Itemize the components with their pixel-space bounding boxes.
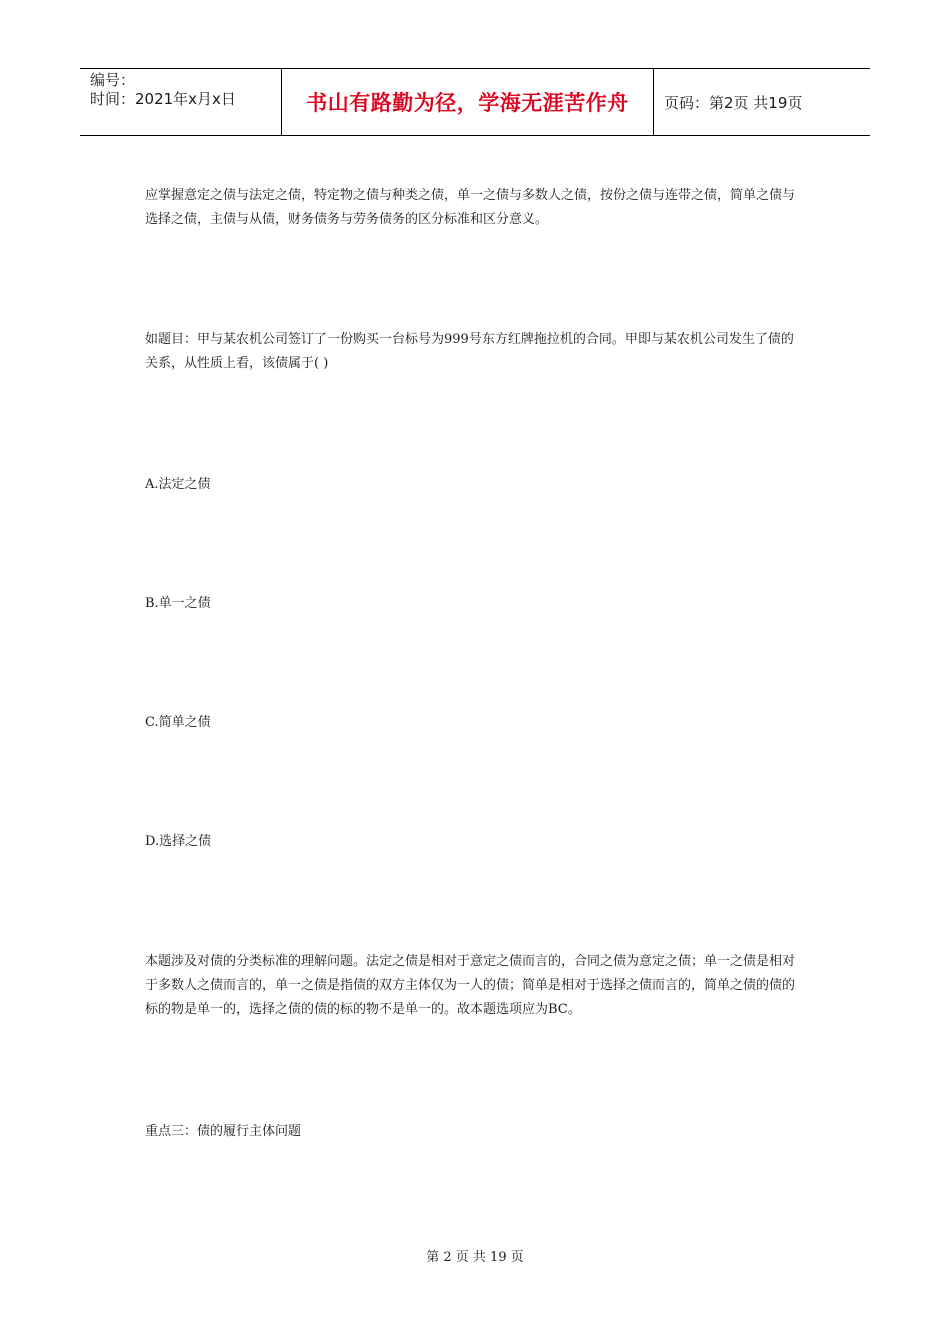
page-footer: 第 2 页 共 19 页 [426,1250,524,1265]
option-c: C.简单之债 [145,715,211,730]
option-b: B.单一之债 [145,596,211,611]
header-meta [80,69,281,135]
motto-text: 书山有路勤为径，学海无涯苦作舟 [306,91,629,115]
page-header [80,68,870,136]
question-paragraph: 如题目：甲与某农机公司签订了一份购买一台标号为999号东方红牌拖拉机的合同。甲即与某农机公司发生了债的关系，从性质上看，该债属于( ) [145,332,794,371]
time-label: 时间：2021年x月x日 [90,90,236,108]
option-d: D.选择之债 [145,834,212,849]
header-motto-cell [281,69,654,135]
explanation-paragraph: 本题涉及对债的分类标准的理解问题。法定之债是相对于意定之债而言的，合同之债为意定之债；单一之债是相对于多数人之债而言的，单一之债是指债的双方主体仅为一人的债；简单是相对于选择之债而言的，简单之债的债的标的物是单一的，选择之债的债的标的物不是单一的。故本题选项应为BC。 [145,954,796,1017]
intro-paragraph: 应掌握意定之债与法定之债，特定物之债与种类之债，单一之债与多数人之债，按份之债与连带之债，简单之债与选择之债，主债与从债，财务债务与劳务债务的区分标准和区分意义。 [145,188,796,227]
section-heading: 重点三：债的履行主体问题 [145,1124,302,1139]
option-a: A.法定之债 [145,477,211,492]
header-page-cell [654,69,870,135]
page-info: 页码：第2页 共19页 [664,93,803,112]
number-label: 编号： [90,71,136,89]
